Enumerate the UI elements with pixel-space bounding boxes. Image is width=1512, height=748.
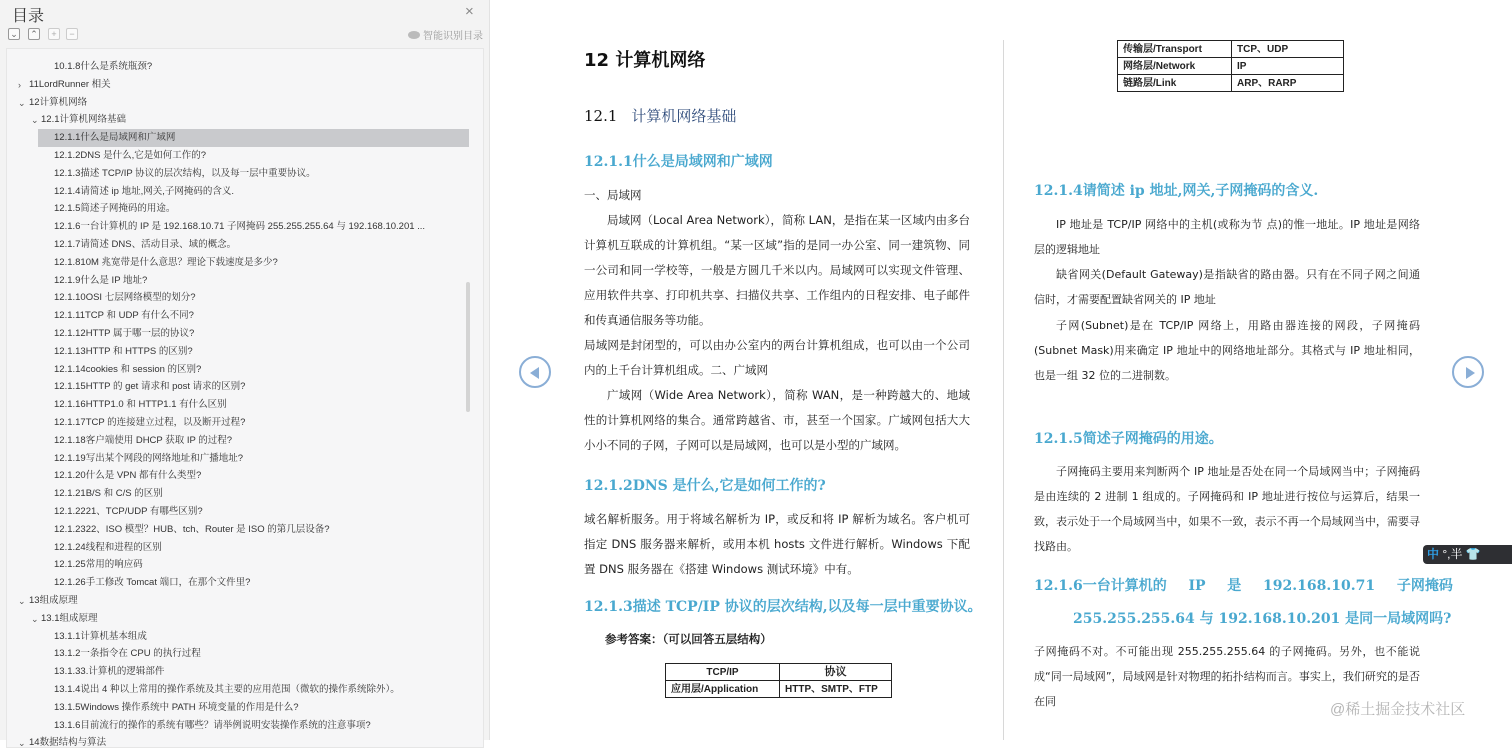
watermark: @稀土掘金技术社区 xyxy=(1330,701,1466,718)
toc-item[interactable] xyxy=(7,147,467,165)
eye-icon xyxy=(408,31,420,39)
toc-item-label: 12.1.12HTTP 属于哪一层的协议? xyxy=(54,328,195,339)
toc-item-label: 12.1.5简述子网掩码的用途。 xyxy=(54,203,176,215)
toc-item[interactable] xyxy=(7,717,467,735)
toc-item-label: 12.1.19写出某个网段的网络地址和广播地址? xyxy=(54,452,243,464)
toc-item-label: 13.1.4说出 4 种以上常用的操作系统及其主要的应用范围（微软的操作系统除外）。 xyxy=(54,684,400,695)
chevron-right-icon xyxy=(1466,367,1475,379)
table-cell: IP xyxy=(1232,58,1344,75)
toc-item-label: 13.1.33.计算机的逻辑部件 xyxy=(54,666,165,678)
protocol-table-top xyxy=(665,663,892,698)
toc-item[interactable] xyxy=(7,450,467,468)
toc-item-label: 10.1.8什么是系统瓶颈? xyxy=(54,61,153,72)
toc-item-label: 12.1.2322、ISO 模型？HUB、tch、Router 是 ISO 的第几层设备? xyxy=(54,523,330,535)
paragraph-mask-usage: 子网掩码主要用来判断两个 IP 地址是否处在同一个局域网当中；子网掩码是由连续的 2 进制 1 组成的。子网掩码和 IP 地址进行按位与运算后，结果一致，表示处于一个局域网当中，如果不一致，表示不再一个局域网当中，需要寻找路由。 xyxy=(1034,465,1420,553)
toc-item[interactable] xyxy=(7,610,467,628)
toc-item[interactable] xyxy=(7,183,467,201)
paragraph-subnet: 子网(Subnet)是在 TCP/IP 网络上，用路由器连接的网段，子网掩码(Subnet Mask)用来确定 IP 地址中的网络地址部分。其格式与 IP 地址相同，也是一组 32 位的二进制数。 xyxy=(1034,319,1420,382)
chevron-down-icon[interactable]: ⌄ xyxy=(18,596,26,606)
smart-toc-button[interactable] xyxy=(408,27,483,42)
heading-12-1-2: 12.1.2DNS 是什么,它是如何工作的? xyxy=(584,478,826,494)
toc-item[interactable] xyxy=(7,378,467,396)
toc-item[interactable] xyxy=(7,663,467,681)
toc-item-label: 12.1.1什么是局域网和广域网 xyxy=(54,132,176,144)
toc-item-label: 12.1.3描述 TCP/IP 协议的层次结构，以及每一层中重要协议。 xyxy=(54,167,316,179)
toc-item[interactable] xyxy=(7,94,467,112)
chevron-right-icon[interactable]: › xyxy=(18,79,21,90)
expand-all-button[interactable]: ⌄ xyxy=(8,28,20,40)
toc-item[interactable] xyxy=(7,325,467,343)
paragraph-lan: 局域网（Local Area Network），简称 LAN，是指在某一区域内由多台计算机互联成的计算机组。“某一区域”指的是同一办公室、同一建筑物、同一公司和同一学校等，一般是方圆几千米以内。局域网可以实现文件管理、应用软件共享、打印机共享、扫描仪共享、工作组内的日程安排、电子邮件和传真通信服务等功能。 xyxy=(584,213,970,327)
heading-12-1-5: 12.1.5简述子网掩码的用途。 xyxy=(1034,431,1223,447)
chapter-title: 12 计算机网络 xyxy=(584,50,706,71)
toc-item-label: 13.1组成原理 xyxy=(41,612,98,624)
toc-item[interactable] xyxy=(7,165,467,183)
toc-item[interactable] xyxy=(7,307,467,325)
toc-item[interactable] xyxy=(7,467,467,485)
toc-item[interactable] xyxy=(7,432,467,450)
paragraph-wan: 广域网（Wide Area Network），简称 WAN，是一种跨越大的、地域性的计算机网络的集合。通常跨越省、市，甚至一个国家。广域网包括大大小小不同的子网，子网可以是局域网，也可以是小型的广域网。 xyxy=(584,388,970,452)
toc-item-label: 12.1.21B/S 和 C/S 的区别 xyxy=(54,488,163,500)
toc-item-label: 12.1.24线程和进程的区别 xyxy=(54,541,162,553)
table-row xyxy=(666,681,892,698)
toc-item[interactable] xyxy=(7,76,467,94)
toc-item[interactable] xyxy=(7,236,467,254)
toc-item-label: 12.1.11TCP 和 UDP 有什么不同? xyxy=(54,310,194,322)
paragraph-12-1-6: 子网掩码不对。不可能出现 255.255.255.64 的子网掩码。另外，也不能说成“同一局域网”，局域网是针对物理的拓扑结构而言。事实上，我们研究的是否在同 xyxy=(1034,645,1420,708)
paragraph-ip: IP 地址是 TCP/IP 网络中的主机(或称为节 点)的惟一地址。IP 地址是网络层的逻辑地址 xyxy=(1034,218,1420,256)
chevron-down-icon[interactable]: ⌄ xyxy=(18,738,26,748)
toc-scrollbar[interactable] xyxy=(466,282,470,412)
toc-item-label: 12.1.20什么是 VPN 都有什么类型? xyxy=(54,470,202,482)
toc-item-label: 12.1.14cookies 和 session 的区别? xyxy=(54,363,202,375)
toc-item[interactable] xyxy=(7,699,467,717)
toc-item-label: 12.1.9什么是 IP 地址? xyxy=(54,274,148,286)
toc-item-label: 13.1.6目前流行的操作的系统有哪些？请举例说明安装操作系统的注意事项? xyxy=(54,719,371,731)
toc-item[interactable] xyxy=(7,58,467,76)
heading-12-1-3: 12.1.3描述 TCP/IP 协议的层次结构,以及每一层中重要协议。 xyxy=(584,599,982,615)
table-row xyxy=(1118,41,1344,58)
collapse-all-button[interactable]: ⌃ xyxy=(28,28,40,40)
toc-item-label: 11LordRunner 相关 xyxy=(29,78,111,90)
table-cell: ARP、RARP xyxy=(1232,75,1344,92)
toc-item-label: 14数据结构与算法 xyxy=(29,737,107,748)
toc-item[interactable] xyxy=(7,592,467,610)
toc-item[interactable] xyxy=(7,574,467,592)
toc-sidebar xyxy=(0,0,490,748)
toc-item-label: 13.1.2一条指令在 CPU 的执行过程 xyxy=(54,648,201,660)
toc-item-label: 13.1.5Windows 操作系统中 PATH 环境变量的作用是什么? xyxy=(54,701,299,713)
table-cell: 协议 xyxy=(780,664,892,681)
table-row xyxy=(1118,75,1344,92)
close-icon[interactable]: × xyxy=(465,3,474,20)
toc-item-label: 13.1.1计算机基本组成 xyxy=(54,630,147,642)
ime-width[interactable]: 半 xyxy=(1450,547,1463,561)
table-row xyxy=(1118,58,1344,75)
toc-item[interactable] xyxy=(7,539,467,557)
table-cell: HTTP、SMTP、FTP xyxy=(780,681,892,698)
toc-item-label: 12.1.810M 兆宽带是什么意思？理论下载速度是多少? xyxy=(54,256,278,268)
toc-item-label: 12.1.18客户端使用 DHCP 获取 IP 的过程? xyxy=(54,434,233,446)
toc-item-label: 12.1.7请简述 DNS、活动目录、域的概念。 xyxy=(54,239,237,250)
toc-item-label: 12.1计算机网络基础 xyxy=(41,114,126,126)
toc-title: 目录 xyxy=(12,8,45,25)
toc-item[interactable] xyxy=(7,254,467,272)
ime-toolbar[interactable] xyxy=(1423,545,1512,564)
toc-item[interactable] xyxy=(7,200,467,218)
toc-item-label: 12.1.17TCP 的连接建立过程，以及断开过程? xyxy=(54,417,246,428)
chevron-down-icon[interactable]: ⌄ xyxy=(18,97,26,108)
toc-item[interactable] xyxy=(7,503,467,521)
toc-item[interactable] xyxy=(38,129,469,147)
remove-bookmark-button[interactable]: − xyxy=(66,28,78,40)
next-page-button[interactable] xyxy=(1452,356,1484,388)
toc-item[interactable] xyxy=(7,485,467,503)
answer-label: 参考答案：（可以回答五层结构） xyxy=(605,632,772,646)
toc-item[interactable] xyxy=(7,734,467,748)
toc-item-label: 12.1.15HTTP 的 get 请求和 post 请求的区别? xyxy=(54,381,246,393)
toc-item[interactable] xyxy=(7,681,467,699)
toc-item-label: 12.1.2221、TCP/UDP 有哪些区别? xyxy=(54,506,203,517)
toc-item-label: 12.1.26手工修改 Tomcat 端口，在那个文件里? xyxy=(54,577,251,589)
table-cell: TCP、UDP xyxy=(1232,41,1344,58)
toc-item[interactable] xyxy=(7,218,467,236)
lan-label: 一、局域网 xyxy=(584,188,642,202)
toc-list xyxy=(6,48,484,748)
table-cell: 网络层/Network xyxy=(1118,58,1232,75)
toc-item[interactable] xyxy=(7,272,467,290)
toc-item[interactable] xyxy=(7,343,467,361)
smart-toc-label: 智能识别目录 xyxy=(423,31,483,42)
toc-item[interactable] xyxy=(7,414,467,432)
toc-item-label: 13组成原理 xyxy=(29,595,78,606)
ime-punct[interactable]: °, xyxy=(1442,547,1451,561)
ime-skin-icon[interactable]: 👕 xyxy=(1465,547,1481,561)
table-cell: 传输层/Transport xyxy=(1118,41,1232,58)
toc-item-label: 12.1.2DNS 是什么,它是如何工作的? xyxy=(54,150,207,161)
toc-item[interactable] xyxy=(7,361,467,379)
table-row xyxy=(666,664,892,681)
toc-item[interactable] xyxy=(7,289,467,307)
table-cell: 应用层/Application xyxy=(666,681,780,698)
toc-item-label: 12计算机网络 xyxy=(29,96,88,108)
section-number: 12.1 xyxy=(584,107,618,125)
heading-12-1-6-cont: 255.255.255.64 与 192.168.10.201 是同一局域网吗? xyxy=(1073,611,1452,627)
chevron-down-icon[interactable]: ⌄ xyxy=(31,613,39,624)
table-cell: TCP/IP xyxy=(666,664,780,681)
toc-item[interactable] xyxy=(7,111,467,129)
toc-item-label: 12.1.10OSI 七层网络模型的划分? xyxy=(54,292,196,304)
heading-12-1-4: 12.1.4请简述 ip 地址,网关,子网掩码的含义. xyxy=(1034,183,1319,199)
prev-page-button[interactable] xyxy=(519,356,551,388)
toc-item-label: 12.1.13HTTP 和 HTTPS 的区别? xyxy=(54,345,193,357)
toc-item-label: 12.1.6一台计算机的 IP 是 192.168.10.71 子网掩码 255.255.255.64 与 192.168.10.201 ... xyxy=(54,221,426,233)
toc-item[interactable] xyxy=(7,556,467,574)
add-bookmark-button[interactable]: + xyxy=(48,28,60,40)
toc-item-label: 12.1.16HTTP1.0 和 HTTP1.1 有什么区别 xyxy=(54,399,227,411)
toc-item[interactable] xyxy=(7,628,467,646)
page-divider xyxy=(1003,40,1004,740)
toc-item-label: 12.1.25常用的响应码 xyxy=(54,559,143,571)
heading-12-1-1: 12.1.1什么是局域网和广域网 xyxy=(584,154,773,170)
heading-12-1-6: 12.1.6一台计算机的 IP 是 192.168.10.71 子网掩码 xyxy=(1034,578,1453,594)
toc-item[interactable] xyxy=(7,521,467,539)
toc-item[interactable] xyxy=(7,396,467,414)
paragraph-gateway: 缺省网关(Default Gateway)是指缺省的路由器。只有在不同子网之间通信时，才需要配置缺省网关的 IP 地址 xyxy=(1034,268,1420,306)
toc-item[interactable] xyxy=(7,645,467,663)
ime-mode[interactable]: 中 xyxy=(1427,547,1440,561)
toc-item-label: 12.1.4请简述 ip 地址,网关,子网掩码的含义. xyxy=(54,185,235,197)
paragraph-lan-closed: 局域网是封闭型的，可以由办公室内的两台计算机组成，也可以由一个公司内的上千台计算机组成。二、广域网 xyxy=(584,338,970,377)
protocol-table-bottom xyxy=(1117,40,1344,92)
table-cell: 链路层/Link xyxy=(1118,75,1232,92)
section-title xyxy=(584,104,736,129)
section-text: 计算机网络基础 xyxy=(631,107,737,125)
chevron-down-icon[interactable]: ⌄ xyxy=(31,115,39,126)
chevron-left-icon xyxy=(530,367,539,379)
paragraph-dns: 域名解析服务。用于将域名解析为 IP，或反和将 IP 解析为域名。客户机可指定 DNS 服务器来解析，或用本机 hosts 文件进行解析。Windows 下配置 DNS 服务器在《搭建 Windows 测试环境》中有。 xyxy=(584,512,970,576)
